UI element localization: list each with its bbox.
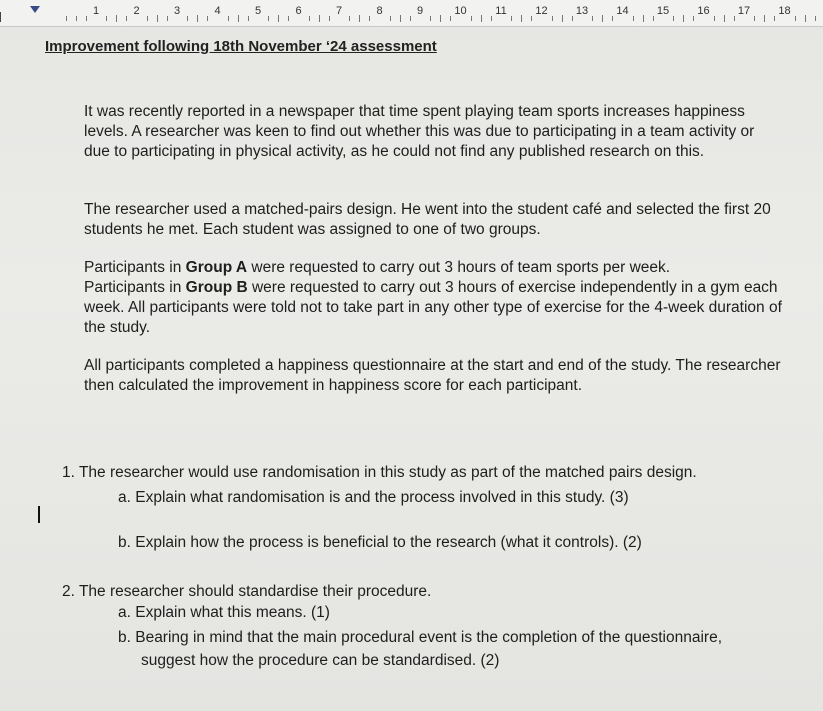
ruler-number: 6	[295, 5, 302, 17]
ruler-tick	[633, 16, 634, 21]
ruler-number: 3	[173, 5, 181, 17]
ruler-tick	[268, 16, 269, 21]
ruler-tick	[369, 16, 370, 21]
ruler-number: 1	[92, 5, 100, 17]
ruler-tick	[319, 15, 320, 22]
ruler-tick	[754, 16, 755, 21]
ruler-tick	[491, 16, 492, 21]
ruler-tick	[693, 16, 694, 21]
ruler-number: 7	[335, 5, 343, 17]
ruler-tick	[795, 16, 796, 21]
ruler-tick	[400, 15, 401, 22]
ruler-left-margin-marker[interactable]	[0, 12, 1, 22]
ruler-tick	[521, 15, 522, 22]
ruler-tick	[106, 16, 107, 21]
ruler-tick	[764, 15, 765, 22]
first-line-indent-icon[interactable]	[30, 6, 40, 13]
ruler-number: 10	[454, 5, 467, 17]
ruler-tick	[157, 15, 158, 22]
question-2a: a. Explain what this means. (1)	[118, 604, 330, 621]
ruler-tick	[440, 15, 441, 22]
ruler-tick	[197, 15, 198, 22]
question-2b-line2: suggest how the procedure can be standardised. (2)	[141, 652, 500, 669]
group-b-label: Group B	[185, 279, 248, 296]
ruler-number: 15	[656, 5, 670, 17]
ruler-number: 9	[416, 5, 424, 17]
ruler-tick	[228, 16, 229, 21]
ruler-tick	[643, 15, 644, 22]
ruler-tick	[410, 16, 411, 21]
ruler-tick	[450, 16, 451, 21]
group-b-text-pre: Participants in	[84, 279, 186, 296]
groups-paragraph	[84, 258, 784, 338]
ruler-tick	[390, 16, 391, 21]
ruler-number: 14	[616, 5, 629, 17]
ruler-tick	[511, 16, 512, 21]
group-a-label: Group A	[185, 259, 248, 276]
group-a-text-post: were requested to carry out 3 hours of team sports per week.	[247, 259, 671, 276]
ruler-tick	[238, 15, 239, 22]
ruler-number: 8	[376, 5, 383, 17]
ruler-tick	[349, 16, 350, 21]
ruler-number: 5	[254, 5, 262, 17]
ruler-tick	[734, 16, 735, 21]
ruler-tick	[572, 16, 573, 21]
ruler-tick	[76, 16, 77, 21]
ruler-tick	[248, 16, 249, 21]
ruler-number: 2	[133, 5, 140, 17]
ruler-tick	[86, 16, 87, 21]
ruler-tick	[714, 16, 715, 21]
ruler-number: 12	[535, 5, 548, 17]
ruler-tick	[531, 16, 532, 21]
ruler-tick	[774, 16, 775, 21]
intro-paragraph: It was recently reported in a newspaper that time spent playing team sports increases happiness levels. A researcher was keen to find out whether this was due to participating in a team activity or due to participating in physical activity, as he could not find any published research on this.	[84, 103, 755, 160]
ruler-tick	[278, 15, 279, 22]
ruler-tick	[430, 16, 431, 21]
ruler-tick	[815, 16, 816, 21]
ruler-tick	[562, 15, 563, 22]
ruler-tick	[602, 15, 603, 22]
ruler-tick	[207, 16, 208, 21]
ruler-tick	[309, 16, 310, 21]
ruler-tick	[329, 16, 330, 21]
document-heading: Improvement following 18th November ‘24 assessment	[45, 38, 437, 55]
ruler-tick	[66, 16, 67, 21]
question-2: 2. The researcher should standardise their procedure.	[62, 583, 432, 600]
ruler-tick	[552, 16, 553, 21]
ruler-tick	[683, 15, 684, 22]
ruler-tick	[592, 16, 593, 21]
ruler-number: 13	[575, 5, 589, 17]
question-1a: a. Explain what randomisation is and the process involved in this study. (3)	[118, 489, 629, 506]
ruler-tick	[653, 16, 654, 21]
ruler-tick	[126, 16, 127, 21]
question-1b: b. Explain how the process is beneficial to the research (what it controls). (2)	[118, 534, 642, 551]
group-b-text-post: were requested to carry out 3 hours of exercise independently in a gym each week. All participants were told not to take part in any other type of exercise for the 4-week duration of the study.	[84, 279, 782, 336]
group-a-text-pre: Participants in	[84, 259, 186, 276]
questionnaire-paragraph: All participants completed a happiness questionnaire at the start and end of the study. The researcher then calculated the improvement in happiness score for each participant.	[84, 357, 781, 394]
ruler-tick	[612, 16, 613, 21]
ruler-tick	[359, 15, 360, 22]
ruler-tick	[673, 16, 674, 21]
ruler-tick	[471, 16, 472, 21]
text-cursor	[38, 506, 40, 523]
ruler-tick	[481, 15, 482, 22]
ruler-number: 17	[737, 5, 751, 17]
design-paragraph: The researcher used a matched-pairs design. He went into the student café and selected the first 20 students he met. Each student was assigned to one of two groups.	[84, 201, 771, 238]
ruler-tick	[116, 15, 117, 22]
ruler-tick	[724, 15, 725, 22]
question-2b-line1: b. Bearing in mind that the main procedural event is the completion of the questionnaire,	[118, 629, 723, 646]
ruler-number: 18	[778, 5, 791, 17]
ruler-number: 11	[495, 5, 507, 17]
ruler-tick	[805, 15, 806, 22]
ruler-tick	[167, 16, 168, 21]
ruler-number: 4	[214, 5, 221, 17]
ruler-tick	[187, 16, 188, 21]
ruler-tick	[147, 16, 148, 21]
horizontal-ruler[interactable]	[0, 0, 823, 27]
ruler-tick	[288, 16, 289, 21]
question-1: 1. The researcher would use randomisation in this study as part of the matched pairs design.	[62, 464, 697, 481]
ruler-number: 16	[697, 5, 710, 17]
